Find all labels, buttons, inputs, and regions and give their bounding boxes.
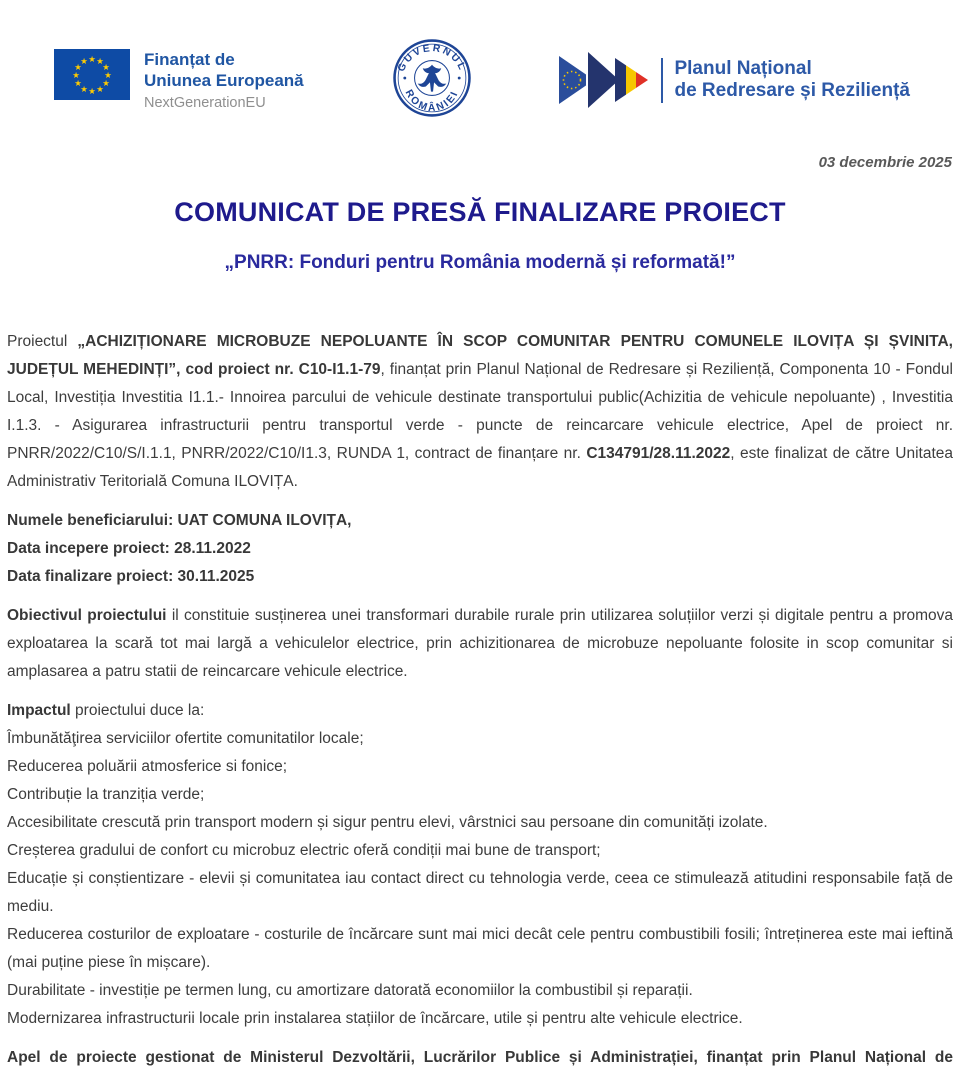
pnrr-logo-text (661, 58, 910, 103)
text-segment: , finanțat prin Planul Național de Redresare și Reziliență, Componenta 10 - Fondul Local, Investiția Investitia I1.1.- Innoirea parcului de vehicule destinate transportului public(Achizitia de vehicule nepoluante) , Investitia I.1.3. - Asigurarea infrastructurii pentru transportul verde - puncte de reincarcare vehicule electrice, Apel de proiect nr. PNRR/2022/C10/S/I.1.1, PNRR/2022/C10/I1.3, RUNDA 1, contract de finanțare nr. (7, 361, 953, 462)
svg-text:★: ★ (104, 71, 112, 81)
svg-text:★: ★ (102, 79, 110, 89)
project-objective (7, 602, 953, 686)
eu-funding-line2: Uniunea Europeană (144, 71, 304, 90)
eu-funding-logo (54, 49, 304, 111)
text-segment: Reducerea poluării atmosferice si fonice; (7, 758, 287, 775)
impact-infrastructure (7, 1005, 953, 1033)
body-content (0, 328, 960, 1072)
pnrr-logo (559, 49, 910, 111)
text-segment: Obiectivul proiectului (7, 607, 167, 624)
impact-accessibility (7, 809, 953, 837)
eu-nextgen-label: NextGenerationEU (144, 95, 266, 111)
project-intro (7, 328, 953, 496)
gov-seal-top-text: GUVERNUL (395, 42, 468, 74)
svg-text:★: ★ (102, 63, 110, 73)
svg-text:★: ★ (96, 85, 104, 95)
svg-text:★: ★ (88, 55, 96, 65)
text-segment: Contribuție la tranziția verde; (7, 786, 205, 803)
impact-education (7, 865, 953, 921)
eu-flag-icon (54, 49, 130, 100)
text-segment: Îmbunătăţirea serviciilor ofertite comunitatilor locale; (7, 730, 364, 747)
project-start-date (7, 535, 953, 563)
svg-text:★: ★ (80, 57, 88, 67)
pnrr-triangles-icon (559, 49, 651, 111)
impact-comfort (7, 837, 953, 865)
text-segment: Data incepere proiect: 28.11.2022 (7, 540, 251, 557)
logo-header (0, 0, 960, 122)
text-segment: Data finalizare proiect: 30.11.2025 (7, 568, 255, 585)
text-segment: il constituie susținerea unei transformari durabile rurale prin utilizarea soluțiilor verzi și digitale pentru a promova exploatarea la scară tot mai largă a vehiculelor electrice, prin achizitionarea de microbuze nepoluante folosite in scop comunitar si amplasarea a patru statii de reincarcare vehicule electrice. (7, 607, 954, 680)
pnrr-line2: de Redresare și Reziliență (674, 80, 910, 101)
svg-text:★: ★ (72, 71, 80, 81)
impact-pollution-reduction (7, 753, 953, 781)
project-end-date (7, 563, 953, 591)
impact-improved-services (7, 725, 953, 753)
eu-logo-text (144, 49, 304, 111)
page-subtitle: „PNRR: Fonduri pentru România modernă și reformată!” (224, 252, 736, 273)
svg-text:★: ★ (88, 87, 96, 97)
text-segment: „ACHIZIȚIONARE MICROBUZE NEPOLUANTE ÎN SCOP COMUNITAR PENTRU COMUNELE ILOVIȚA ȘI ȘVINITA, JUDEȚUL MEHEDINȚI”, cod proiect nr. C10-I1.1-79 (7, 333, 953, 378)
svg-text:★: ★ (80, 85, 88, 95)
svg-text:★: ★ (74, 63, 82, 73)
text-segment: Accesibilitate crescută prin transport modern și sigur pentru elevi, vârstnici sau persoane din comunități izolate. (7, 814, 768, 831)
press-release-date: 03 decembrie 2025 (818, 154, 952, 171)
text-segment: Numele beneficiarului: UAT COMUNA ILOVIȚA, (7, 512, 352, 529)
text-segment: Modernizarea infrastructurii locale prin instalarea stațiilor de încărcare, utile și pentru alte vehicule electrice. (7, 1010, 743, 1027)
svg-text:★: ★ (74, 79, 82, 89)
gov-seal-logo (393, 39, 471, 122)
call-management (7, 1044, 953, 1072)
gov-seal-bottom-text: ROMÂNIEI (402, 87, 461, 114)
text-segment: Apel de proiecte gestionat de Ministerul Dezvoltării, Lucrărilor Publice și Administrației, finanțat prin Planul Național de (7, 1049, 953, 1066)
eu-funding-line1: Finanțat de (144, 50, 235, 69)
text-segment: Durabilitate - investiție pe termen lung, cu amortizare datorată economiilor la combustibil și reparații. (7, 982, 693, 999)
impact-green-transition (7, 781, 953, 809)
page-title: COMUNICAT DE PRESĂ FINALIZARE PROIECT (174, 197, 786, 227)
impact-cost-reduction (7, 921, 953, 977)
pnrr-line1: Planul Național (674, 57, 812, 79)
romanian-government-seal-icon (393, 39, 471, 117)
text-segment: Proiectul (7, 333, 78, 350)
impact-durability (7, 977, 953, 1005)
text-segment: Educație și conștientizare - elevii și comunitatea iau contact direct cu tehnologia verde, ceea ce stimulează atitudini responsabile față de mediu. (7, 870, 953, 915)
text-segment: Reducerea costurilor de exploatare - costurile de încărcare sunt mai mici decât cele pentru combustibili fosili; întreținerea este mai ieftină (mai puține piese în mișcare). (7, 926, 953, 971)
text-segment: , este finalizat de către Unitatea Administrativ Teritorială Comuna ILOVIȚA. (7, 445, 953, 490)
text-segment: Creșterea gradului de confort cu microbuz electric oferă condiții mai bune de transport; (7, 842, 601, 859)
impact-intro (7, 697, 953, 725)
text-segment: C134791/28.11.2022 (586, 445, 731, 462)
text-segment: Impactul (7, 702, 71, 719)
svg-text:★: ★ (96, 57, 104, 67)
text-segment: proiectului duce la: (70, 702, 205, 719)
beneficiary-name (7, 507, 953, 535)
